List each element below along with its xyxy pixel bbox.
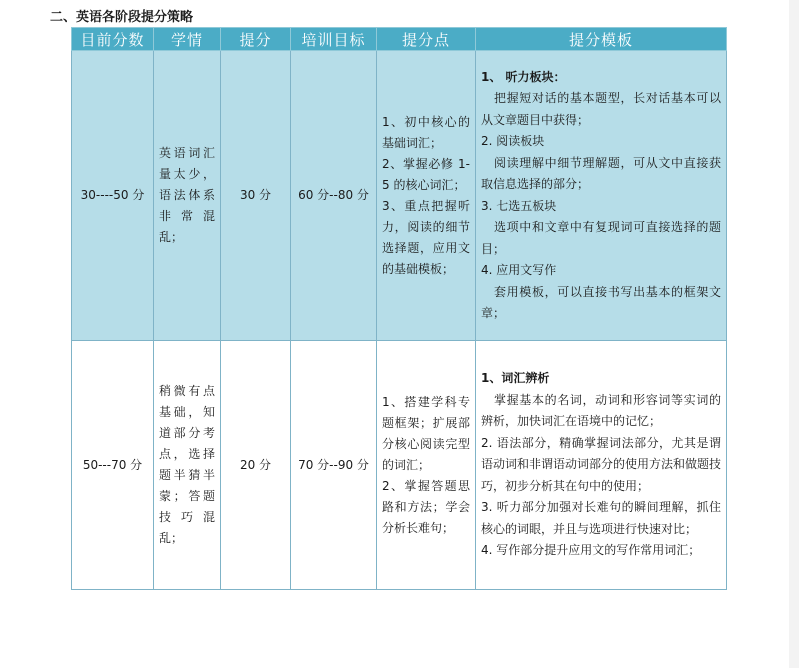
section-heading: 二、英语各阶段提分策略 (50, 10, 194, 25)
table-header-row (72, 28, 727, 51)
header-current-score: 目前分数 (72, 28, 154, 51)
header-situation: 学情 (154, 28, 221, 51)
cell-template (476, 51, 727, 341)
cell-increase: 30 分 (221, 51, 291, 341)
point-item: 3、重点把握听力，阅读的细节选择题，应用文的基础模板； (382, 198, 470, 276)
template-item-body: 把握短对话的基本题型，长对话基本可以从文章题目中获得； (481, 91, 721, 127)
template-item-title: 2. 阅读板块 (481, 134, 545, 148)
template-item-title: 1、 听力板块： (481, 69, 566, 84)
template-item-title: 1、词汇辨析 (481, 371, 550, 386)
header-template: 提分模板 (476, 28, 727, 51)
point-item: 1、搭建学科专题框架；扩展部分核心阅读完型的词汇； (382, 394, 470, 472)
strategy-table (71, 27, 727, 590)
cell-points (377, 341, 476, 590)
point-item: 2、掌握必修 1-5 的核心词汇； (382, 156, 470, 192)
header-points: 提分点 (377, 28, 476, 51)
cell-current-score: 30----50 分 (72, 51, 154, 341)
template-item-body: 选项中和文章中有复现词可直接选择的题目； (481, 220, 721, 256)
cell-target: 60 分--80 分 (291, 51, 377, 341)
point-item: 1、初中核心的基础词汇； (382, 114, 470, 150)
cell-situation: 英语词汇量太少，语法体系非常混乱； (154, 51, 221, 341)
table-row (72, 341, 727, 590)
header-target: 培训目标 (291, 28, 377, 51)
template-item-body: 掌握基本的名词，动词和形容词等实词的辨析，加快词汇在语境中的记忆； (481, 392, 721, 429)
cell-current-score: 50---70 分 (72, 341, 154, 590)
header-increase: 提分 (221, 28, 291, 51)
template-item-title: 3. 七选五板块 (481, 198, 557, 213)
table-row (72, 51, 727, 341)
template-item-body: 阅读理解中细节理解题，可从文中直接获取信息选择的部分； (481, 155, 721, 191)
template-item-title: 4. 应用文写作 (481, 263, 557, 277)
point-item: 2、掌握答题思路和方法；学会分析长难句； (382, 478, 470, 535)
cell-target: 70 分--90 分 (291, 341, 377, 590)
template-item-body: 套用模板，可以直接书写出基本的框架文章； (481, 284, 721, 320)
template-item-body: 2. 语法部分，精确掌握词法部分，尤其是谓语动词和非谓语动词部分的使用方法和做题技巧，初步分析其在句中的使用； (481, 435, 722, 493)
cell-template (476, 341, 727, 590)
cell-points (377, 51, 476, 341)
cell-situation: 稍微有点基础，知道部分考点，选择题半猜半蒙；答题技巧混乱； (154, 341, 221, 590)
cell-increase: 20 分 (221, 341, 291, 590)
template-item-body: 3. 听力部分加强对长难句的瞬间理解，抓住核心的词眼，并且与选项进行快速对比； (481, 500, 721, 536)
template-item-body: 4. 写作部分提升应用文的写作常用词汇； (481, 543, 701, 558)
